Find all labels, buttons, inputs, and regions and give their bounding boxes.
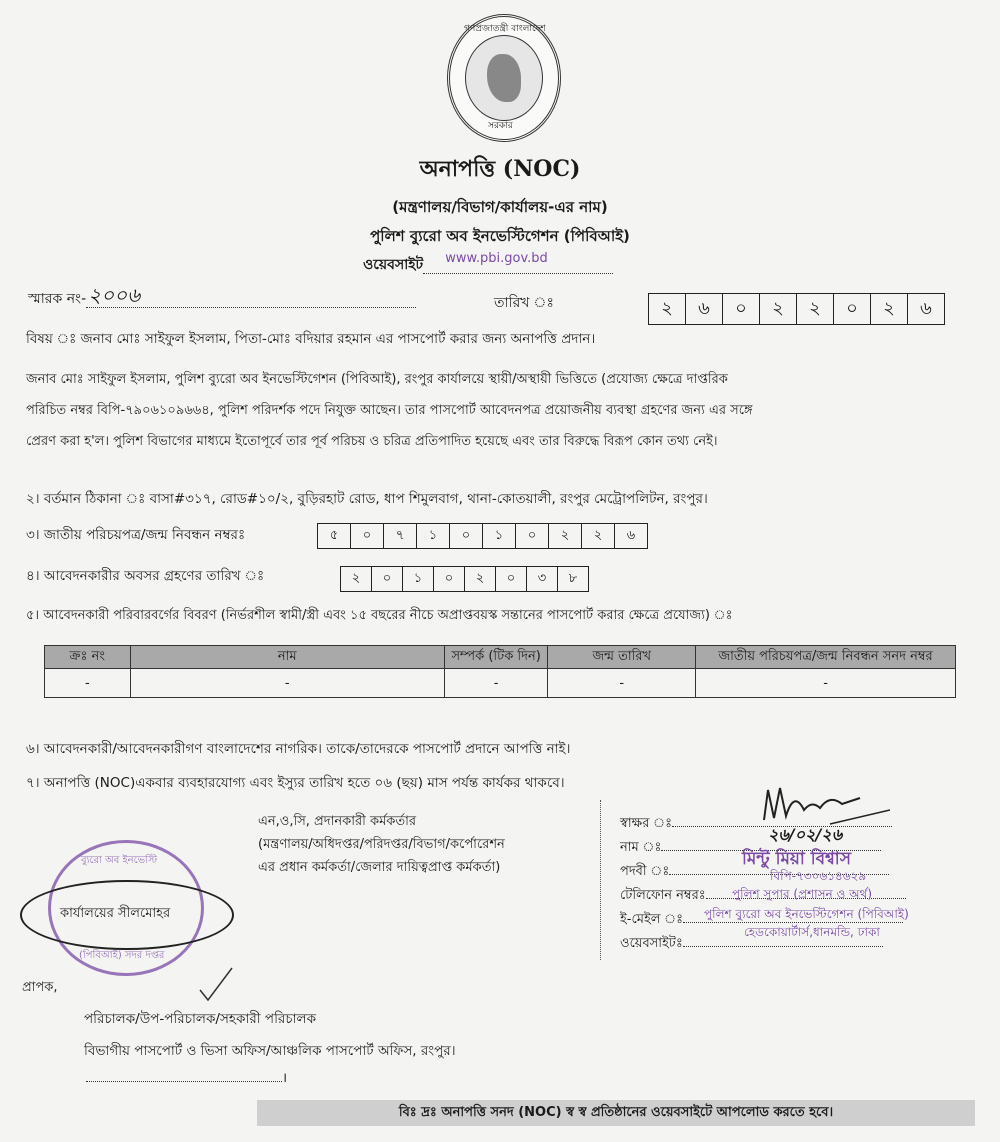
office-seal-stamp: ব্যুরো অব ইনভেস্টি (পিবিআই) সদর দপ্তর [48, 840, 204, 976]
website-stamp: www.pbi.gov.bd [445, 251, 548, 266]
website-line [363, 253, 613, 277]
nid-label: ৩। জাতীয় পরিচয়পত্র/জন্ম নিবন্ধন নম্বরঃ [26, 527, 246, 543]
recipient-line-2: বিভাগীয় পাসপোর্ট ও ভিসা অফিস/আঞ্চলিক পাসপোর্ট অফিস, রংপুর। [84, 1043, 456, 1059]
table-row: - - - - - [45, 669, 956, 698]
date-label: তারিখ ঃ [494, 295, 554, 311]
nid-boxes: ৫ ০ ৭ ১ ০ ১ ০ ২ ২ ৬ [317, 523, 648, 549]
family-table [44, 645, 956, 698]
officer-stamp-office: পুলিশ ব্যুরো অব ইনভেস্টিগেশন (পিবিআই) [704, 907, 909, 921]
memo-number: ২০০৬ [88, 283, 141, 307]
retirement-boxes: ২ ০ ১ ০ ২ ০ ৩ ৮ [340, 566, 589, 592]
clause-7: ৭। অনাপত্তি (NOC)একবার ব্যবহারযোগ্য এবং ইস্যুর তারিখ হতে ০৬ (ছয়) মাস পর্যন্ত কার্যকর থাকবে। [26, 775, 565, 791]
office-name: পুলিশ ব্যুরো অব ইনভেস্টিগেশন (পিবিআই) [370, 227, 630, 245]
issuer-block: এন,ও,সি, প্রদানকারী কর্মকর্তার (মন্ত্রণালয়/অধিদপ্তর/পরিদপ্তর/বিভাগ/কর্পোরেশন এর প্রধান কর্মকর্তা/জেলার দায়িত্বপ্রাপ্ত কর্মকর্তা) [258, 814, 505, 875]
family-heading: ৫। আবেদনকারী পরিবারবর্গের বিবরণ (নির্ভরশীল স্বামী/স্ত্রী এবং ১৫ বছরের নীচে অপ্রাপ্তবয়স্ক সন্তানের পাসপোর্ট করার ক্ষেত্রে প্রযোজ্য) ঃ [26, 608, 733, 623]
clause-6: ৬। আবেদনকারী/আবেদনকারীগণ বাংলাদেশের নাগরিক। তাকে/তাদেরকে পাসপোর্ট প্রদানে আপত্তি নাই। [26, 741, 571, 757]
government-seal [447, 14, 561, 142]
officer-stamp-location: হেডকোয়ার্টার্স,ধানমন্ডি, ঢাকা [744, 925, 880, 939]
recipient-line-1: পরিচালক/উপ-পরিচালক/সহকারী পরিচালক [84, 1011, 317, 1027]
officer-stamp-designation: পুলিশ সুপার (প্রশাসন ও অর্থ) [732, 887, 873, 901]
officer-stamp-name: মিন্টু মিয়া বিশ্বাস [742, 849, 851, 869]
address-line: ২। বর্তমান ঠিকানা ঃ বাসা#৩১৭, রোড#১০/২, বুড়িরহাট রোড, ধাপ শিমুলবাগ, থানা-কোতয়ালী, রংপুর মেট্রোপলিটন, রংপুর। [26, 491, 708, 507]
website-label: ওয়েবসাইট [363, 257, 424, 273]
sign-date: ২৬/০২/২৬ [768, 825, 843, 844]
retirement-label: ৪। আবেদনকারীর অবসর গ্রহণের তারিখ ঃ [26, 568, 265, 584]
document-title: অনাপত্তি (NOC) [419, 156, 581, 182]
recipient-line-3: । [86, 1068, 287, 1086]
memo-label: স্মারক নং- [28, 291, 87, 307]
recipient-label: প্রাপক, [22, 980, 58, 995]
subject-line: বিষয় ঃ জনাব মোঃ সাইফুল ইসলাম, পিতা-মোঃ বদিয়ার রহমান এর পাসপোর্ট করার জন্য অনাপত্তি প্রদান। [26, 331, 596, 347]
signature-block: স্বাক্ষর ঃ নাম ঃ পদবী ঃ টেলিফোন নম্বরঃ ই-মেইল ঃ ওয়েবসাইটঃ [620, 812, 960, 956]
checkmark-icon [196, 964, 236, 1004]
bangladesh-map-icon [465, 35, 543, 121]
document-subtitle: (মন্ত্রণালয়/বিভাগ/কার্যালয়-এর নাম) [392, 198, 608, 216]
seal-top-text: গণপ্রজাতন্ত্রী বাংলাদেশ [464, 24, 546, 34]
office-seal-label: কার্যালয়ের সীলমোহর [60, 906, 171, 921]
table-header-row: ক্রঃ নং নাম সম্পর্ক (টিক দিন) জন্ম তারিখ জাতীয় পরিচয়পত্র/জন্ম নিবন্ধন সনদ নম্বর [45, 646, 956, 669]
footer-note: বিঃ দ্রঃ অনাপত্তি সনদ (NOC) স্ব স্ব প্রতিষ্ঠানের ওয়েবসাইটে আপলোড করতে হবে। [257, 1100, 975, 1126]
body-paragraph: জনাব মোঃ সাইফুল ইসলাম, পুলিশ ব্যুরো অব ইনভেস্টিগেশন (পিবিআই), রংপুর কার্যালয়ে স্থায়ী/অস্থায়ী ভিত্তিতে (প্রযোজ্য ক্ষেত্রে দাপ্তরিক পরিচিত নম্বর বিপি-৭৯০৬১০৯৬৬৪, পুলিশ পরিদর্শক পদে নিযুক্ত আছেন। তার পাসপোর্ট আবেদনপত্র প্রয়োজনীয় ব্যবস্থা গ্রহণের জন্য এর সঙ্গে প্রেরণ করা হ'ল। পুলিশ বিভাগের মাধ্যমে ইতোপূর্বে তার পূর্ব পরিচয় ও চরিত্র প্রতিপাদিত হয়েছে এবং তার বিরুদ্ধে বিরূপ কোন তথ্য নেই। [26, 372, 753, 449]
memo-line [28, 283, 416, 311]
officer-stamp-bp: বিপি-৭৩০৬১৪৬২৯ [770, 869, 867, 883]
seal-bottom-text: সরকার [488, 121, 513, 131]
divider [600, 800, 605, 960]
date-boxes: ২ ৬ ০ ২ ২ ০ ২ ৬ [648, 293, 945, 325]
